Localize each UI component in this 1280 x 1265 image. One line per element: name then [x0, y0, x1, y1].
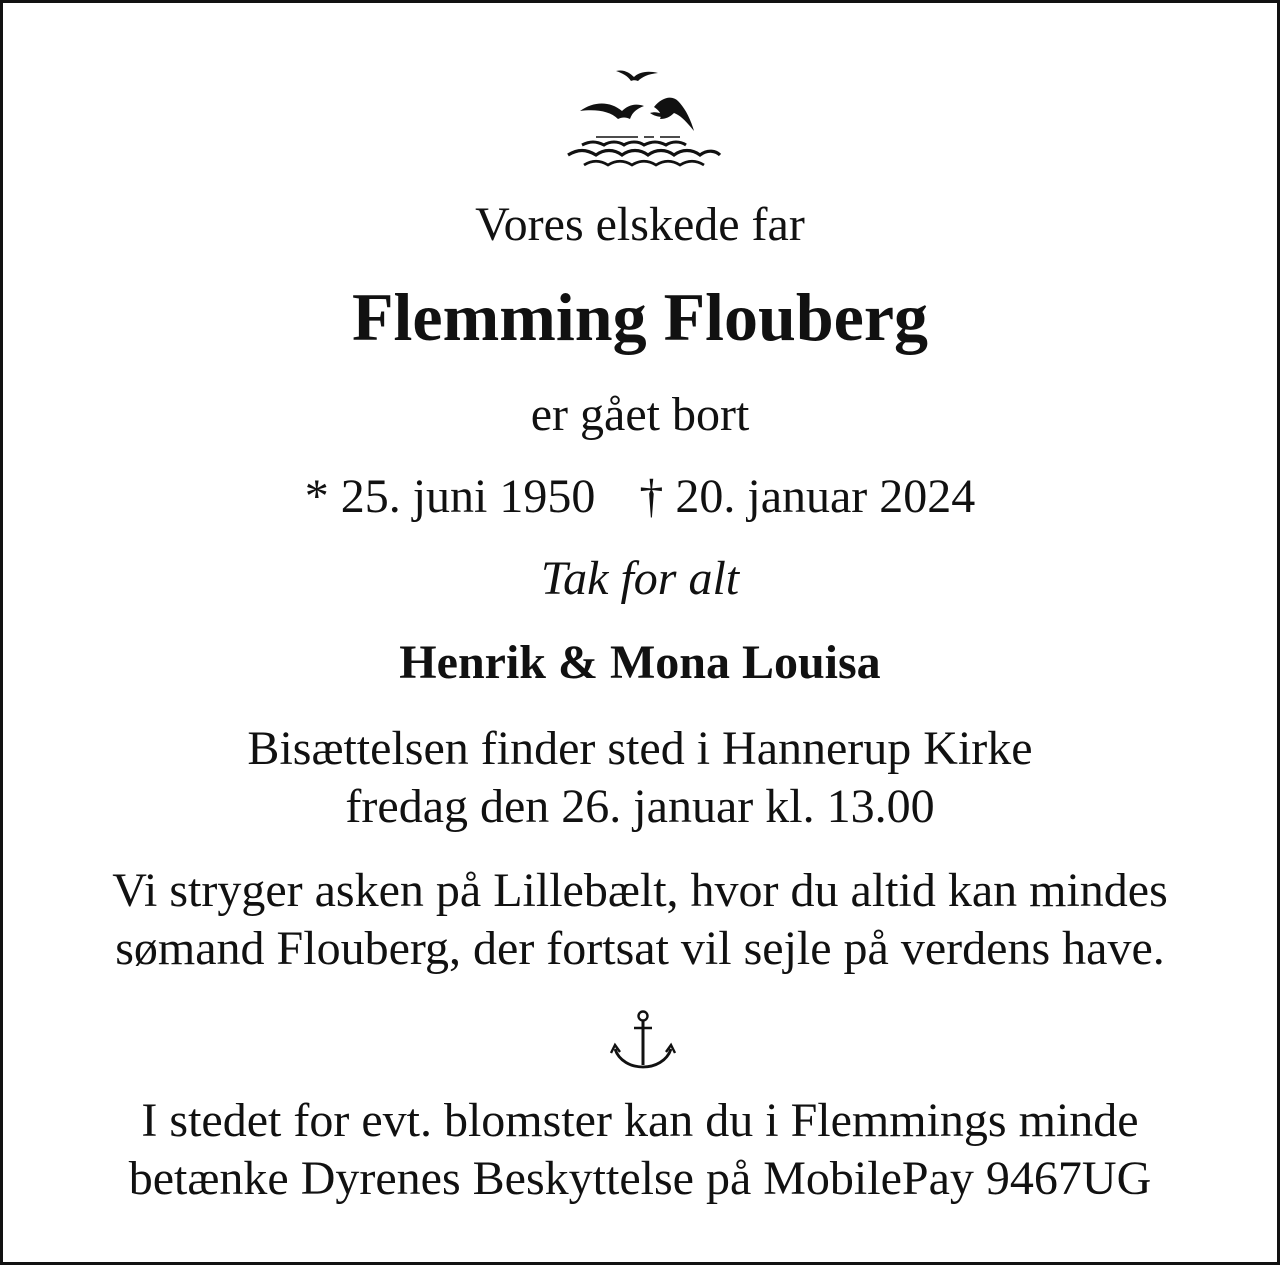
passed-text: er gået bort — [530, 388, 750, 441]
donation-line-2: betænke Dyrenes Beskyttelse på MobilePay 9467UG — [128, 1152, 1152, 1205]
ashes-info-line-2: sømand Flouberg, der fortsat vil sejle på verdens have. — [115, 922, 1165, 975]
funeral-info-line-2: fredag den 26. januar kl. 13.00 — [345, 780, 935, 833]
signers: Henrik & Mona Louisa — [399, 636, 881, 689]
anchor-icon — [609, 1009, 677, 1073]
ashes-info-line-1: Vi stryger asken på Lillebælt, hvor du altid kan mindes — [112, 864, 1168, 917]
donation-line-1: I stedet for evt. blomster kan du i Flemmings minde — [141, 1094, 1139, 1147]
birth-date: * 25. juni 1950 — [304, 470, 596, 523]
funeral-info-line-1: Bisættelsen finder sted i Hannerup Kirke — [247, 722, 1033, 775]
intro-text: Vores elskede far — [475, 198, 805, 251]
seagulls-over-waves-icon — [558, 61, 728, 173]
death-date: † 20. januar 2024 — [639, 470, 976, 523]
thanks-text: Tak for alt — [540, 552, 740, 605]
life-dates — [3, 470, 1277, 523]
deceased-name: Flemming Flouberg — [351, 279, 929, 355]
